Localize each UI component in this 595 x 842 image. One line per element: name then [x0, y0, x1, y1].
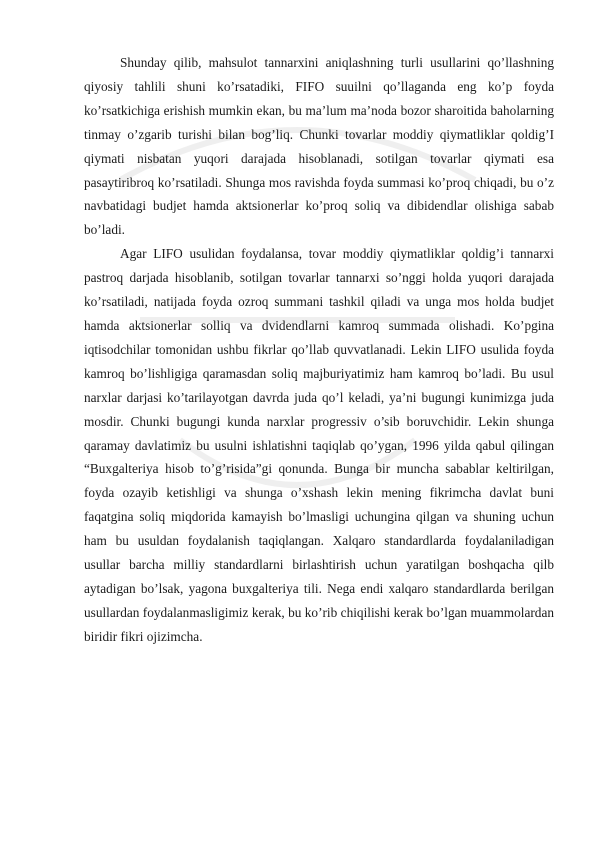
paragraph-2: Agar LIFO usulidan foydalansa, tovar moddiy qiymatliklar qoldig’i tannarxi pastroq darjada hisoblanib, sotilgan tovarlar tannarxi so’nggi holda yuqori darajada ko’rsatiladi, natijada foyda ozroq summani tashkil qiladi va unga mos holda budjet hamda aktsionerlar solliq va dvidendlarni kamroq summada olishadi. Ko’pgina iqtisodchilar tomonidan ushbu fikrlar qo’llab quvvatlanadi. Lekin LIFO usulida foyda kamroq bo’lishligiga qaramasdan soliq majburiyatimiz ham kamroq bo’ladi. Bu usul narxlar darjasi ko’tarilayotgan davrda juda qo’l keladi, ya’ni bugungi kunimizga juda mosdir. Chunki bugungi kunda narxlar progressiv o’sib boruvchidir. Lekin shunga qaramay davlatimiz bu usulni ishlatishni taqiqlab qo’ygan, 1996 yilda qabul qilingan “Buxgalteriya hisob to’g’risida”gi qonunda. Bunga bir muncha sabablar keltirilgan, foyda ozayib ketishligi va shunga o’xshash lekin mening fikrimcha davlat buni faqatgina soliq miqdorida kamayish bo’lmasligi uchungina qilgan va shuning uchun ham bu usuldan foydalanish taqiqlangan. Xalqaro standardlarda foydalaniladigan usullar barcha milliy standardlarni birlashtirish uchun yaratilgan boshqacha qilb aytadigan bo’lsak, yagona buxgalteriya tili. Nega endi xalqaro standardlarda berilgan usullardan foydalanmasligimiz kerak, bu ko’rib chiqilishi kerak bo’lgan muammolardan biridir fikri ojizimcha. — [84, 246, 554, 644]
paragraph-1: Shunday qilib, mahsulot tannarxini aniqlashning turli usullarini qo’llashning qiyosiy tahlili shuni ko’rsatadiki, FIFO suuilni qo’llaganda eng ko’p foyda ko’rsatkichiga erishish mumkin ekan, bu ma’lum ma’noda bozor sharoitida baholarning tinmay o’zgarib turishi bilan bog’liq. Chunki tovarlar moddiy qiymatliklar qoldig’I qiymati nisbatan yuqori darajada hisoblanadi, sotilgan tovarlar qiymati esa pasaytiribroq ko’rsatiladi. Shunga mos ravishda foyda summasi ko’proq chiqadi, bu o’z navbatidagi budjet hamda aktsionerlar ko’proq soliq va dibidendlar olishiga sabab bo’ladi. — [84, 55, 554, 238]
document-page — [84, 51, 554, 649]
